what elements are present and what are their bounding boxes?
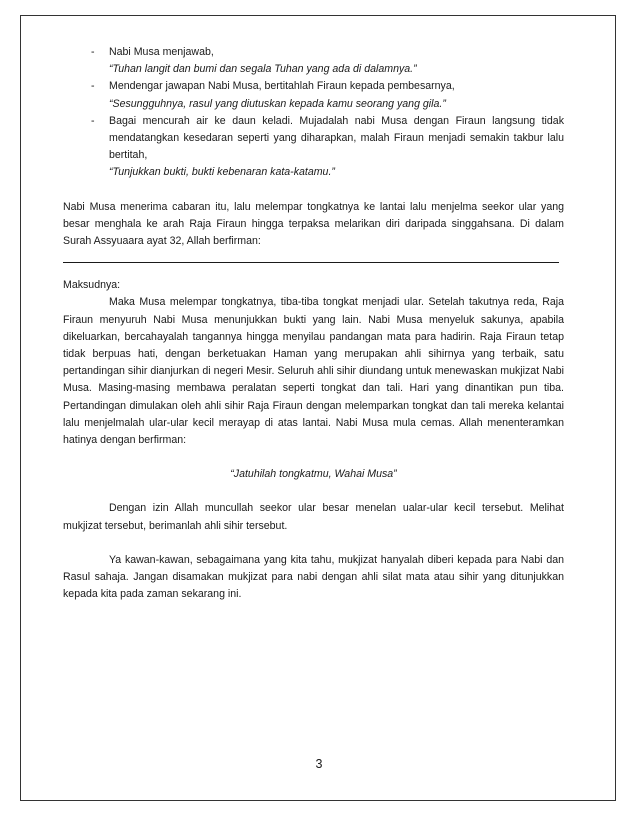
paragraph-conclusion: Dengan izin Allah muncullah seekor ular besar menelan ualar-ular kecil tersebut. Melihat mukjizat tersebut, berimanlah ahli sihir tersebut. (63, 502, 564, 532)
paragraph-closing: Ya kawan-kawan, sebagaimana yang kita tahu, mukjizat hanyalah diberi kepada para Nabi dan Rasul sahaja. Jangan disamakan mukjizat para nabi dengan ahli silat mata atau sihir yang ditunjukkan kepada kita pada zaman sekarang ini. (63, 553, 564, 601)
bullet-quote: “Tuhan langit dan bumi dan segala Tuhan yang ada di dalamnya.” (109, 63, 417, 76)
bullet-text: Mendengar jawapan Nabi Musa, bertitahlah Firaun kepada pembesarnya, (109, 80, 455, 93)
bullet-text: Bagai mencurah air ke daun keladi. Mujadalah nabi Musa dengan Firaun langsung tidak mendatangkan kesedaran seperti yang diharapkan, malah Firaun menjadi semakin takbur lalu bertitah, (109, 114, 564, 162)
bullet-dash: - (91, 46, 95, 58)
bullet-quote: “Tunjukkan bukti, bukti kebenaran kata-katamu.” (109, 166, 335, 179)
document-body (63, 44, 564, 603)
paragraph-meaning: Maka Musa melempar tongkatnya, tiba-tiba tongkat menjadi ular. Setelah takutnya reda, Raja Firaun menyuruh Nabi Musa menunjukkan bukti yang lain. Nabi Musa menyeluk sakunya, apabila dikeluarkan, bercahayalah tangannya hingga menyilau pandangan mata para hadirin. Raja Firaun tetap tidak berpuas hati, dengan berketuakan Haman yang merupakan ahli sihirnya yang terbaik, satu pertandingan sihir dianjurkan di negeri Mesir. Seluruh ahli sihir diundang untuk menewaskan mukjizat Nabi Musa. Masing-masing membawa peralatan seperti tongkat dan tali. Hari yang dinantikan pun tiba. Pertandingan dimulakan oleh ahli sihir Raja Firaun dengan melemparkan tongkat dan tali mereka kelantai lalu menjelmalah ular-ular kecil merayap di atas lantai. Nabi Musa mula cemas. Allah menenteramkan hatinya dengan berfirman: (63, 296, 564, 447)
bullet-dash: - (91, 80, 95, 93)
list-item (63, 78, 564, 112)
bullet-text: Nabi Musa menjawab, (109, 46, 214, 58)
centered-quote: “Jatuhilah tongkatmu, Wahai Musa” (230, 468, 397, 481)
paragraph-intro: Nabi Musa menerima cabaran itu, lalu melempar tongkatnya ke lantai lalu menjelma seekor ular yang besar menghala ke arah Raja Firaun hingga terpaksa melarikan diri daripada singgahsana. Di dalam Surah Assyuaara ayat 32, Allah berfirman: (63, 200, 564, 248)
spacer (63, 449, 564, 466)
list-item (63, 113, 564, 182)
spacer (63, 263, 564, 277)
list-item (63, 44, 564, 78)
spacer (63, 483, 564, 500)
maksudnya-label: Maksudnya: (63, 279, 121, 292)
spacer (63, 535, 564, 552)
spacer (63, 182, 564, 199)
bullet-quote: “Sesungguhnya, rasul yang diutuskan kepada kamu seorang yang gila.” (109, 97, 446, 110)
page-number: 3 (315, 757, 323, 771)
dialogue-list (63, 44, 564, 182)
bullet-dash: - (91, 114, 95, 127)
